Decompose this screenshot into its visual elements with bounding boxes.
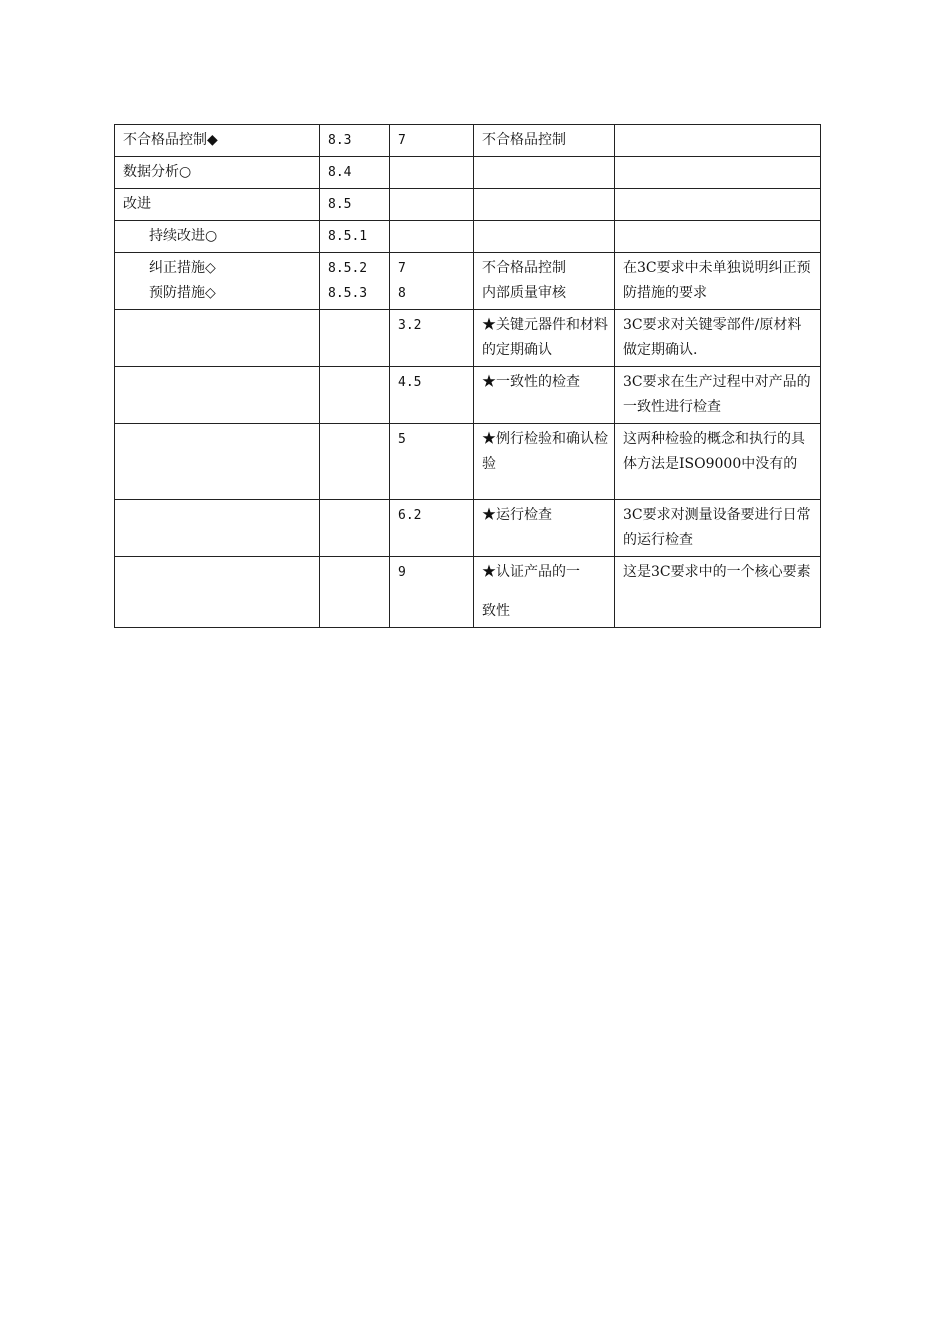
iso-clause-number (320, 253, 390, 310)
iso-clause-number: 8.3 (320, 125, 390, 157)
iso-number-line: 8.5.2 (328, 261, 368, 276)
clause-cell (115, 253, 320, 310)
c3-clause-number: 6.2 (390, 500, 474, 557)
c3-number-line: 7 (398, 261, 406, 276)
clause-cell (115, 367, 320, 424)
note-cell: 3C要求在生产过程中对产品的一致性进行检查 (615, 367, 821, 424)
comparison-table (114, 124, 821, 628)
iso-clause-number (320, 500, 390, 557)
c3-item-cell (474, 253, 615, 310)
line-spacer (482, 585, 608, 599)
c3-clause-number: 4.5 (390, 367, 474, 424)
clause-cell (115, 310, 320, 367)
note-cell (615, 157, 821, 189)
c3-item-line: ★认证产品的一 (482, 564, 580, 580)
table-row (115, 125, 821, 157)
clause-cell: 数据分析○ (115, 157, 320, 189)
table-row (115, 221, 821, 253)
clause-line: 预防措施◇ (149, 285, 216, 301)
clause-line: 纠正措施◇ (149, 260, 216, 276)
iso-clause-number: 8.4 (320, 157, 390, 189)
c3-item-line: 致性 (482, 603, 510, 619)
c3-item-cell (474, 189, 615, 221)
c3-clause-number: 5 (390, 424, 474, 500)
table-row (115, 500, 821, 557)
c3-clause-number (390, 221, 474, 253)
iso-clause-number: 8.5 (320, 189, 390, 221)
table-row (115, 367, 821, 424)
table-row (115, 310, 821, 367)
c3-clause-number: 9 (390, 557, 474, 628)
note-cell (615, 125, 821, 157)
iso-number-line: 8.5.3 (328, 286, 368, 301)
c3-clause-number: 7 (390, 125, 474, 157)
c3-item-cell: ★关键元器件和材料的定期确认 (474, 310, 615, 367)
clause-cell: 改进 (115, 189, 320, 221)
table-row (115, 157, 821, 189)
c3-clause-number (390, 157, 474, 189)
c3-item-cell: ★运行检查 (474, 500, 615, 557)
c3-item-cell: ★一致性的检查 (474, 367, 615, 424)
c3-clause-number (390, 253, 474, 310)
table-row (115, 189, 821, 221)
note-cell: 这是3C要求中的一个核心要素 (615, 557, 821, 628)
iso-clause-number (320, 367, 390, 424)
iso-clause-number: 8.5.1 (320, 221, 390, 253)
clause-cell (115, 424, 320, 500)
iso-clause-number (320, 424, 390, 500)
c3-item-line: 不合格品控制 (482, 260, 566, 276)
clause-cell (115, 557, 320, 628)
note-cell: 在3C要求中未单独说明纠正预防措施的要求 (615, 253, 821, 310)
note-cell: 3C要求对测量设备要进行日常的运行检查 (615, 500, 821, 557)
note-cell: 这两种检验的概念和执行的具体方法是ISO9000中没有的 (615, 424, 821, 500)
c3-item-cell (474, 557, 615, 628)
c3-clause-number (390, 189, 474, 221)
c3-item-cell (474, 221, 615, 253)
clause-cell: 不合格品控制◆ (115, 125, 320, 157)
c3-number-line: 8 (398, 286, 406, 301)
note-cell (615, 189, 821, 221)
table-row (115, 253, 821, 310)
table-row (115, 557, 821, 628)
clause-cell: 持续改进○ (115, 221, 320, 253)
c3-item-cell: 不合格品控制 (474, 125, 615, 157)
iso-clause-number (320, 310, 390, 367)
note-cell (615, 221, 821, 253)
c3-clause-number: 3.2 (390, 310, 474, 367)
c3-item-cell (474, 157, 615, 189)
clause-cell (115, 500, 320, 557)
iso-clause-number (320, 557, 390, 628)
note-cell: 3C要求对关键零部件/原材料做定期确认. (615, 310, 821, 367)
c3-item-line: 内部质量审核 (482, 285, 566, 301)
table-row (115, 424, 821, 500)
c3-item-cell: ★例行检验和确认检验 (474, 424, 615, 500)
